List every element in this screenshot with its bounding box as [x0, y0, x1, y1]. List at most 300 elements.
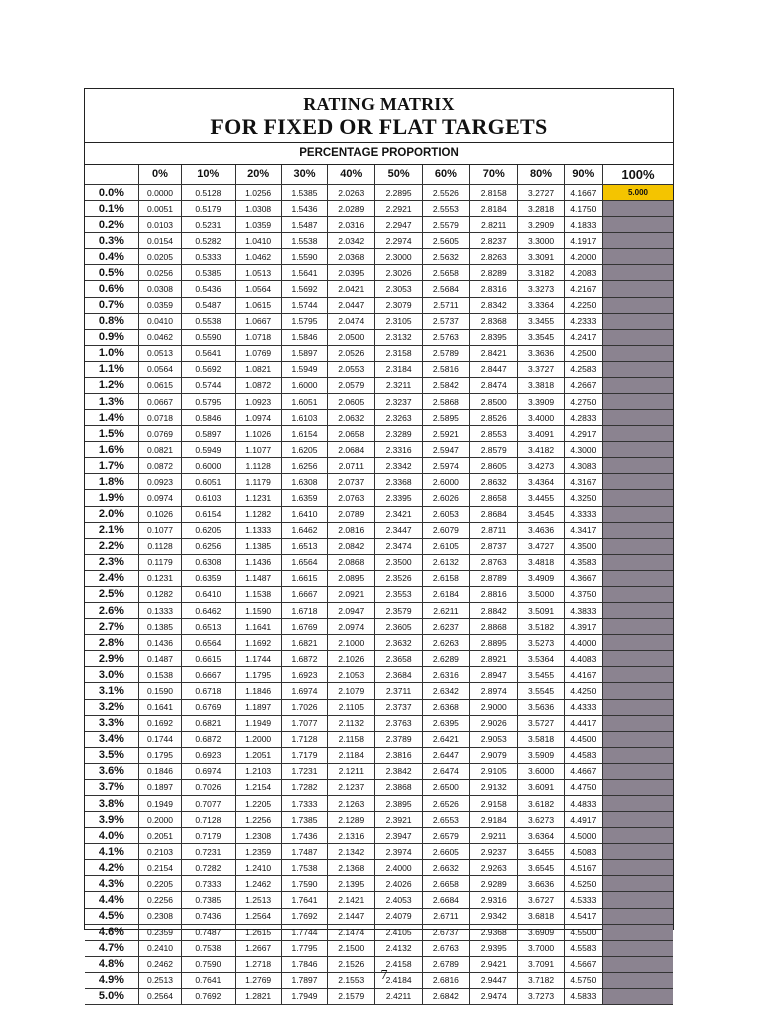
rating-matrix-body: [85, 185, 673, 1005]
matrix-cell: 2.0842: [328, 538, 375, 554]
matrix-cell: 2.5526: [422, 185, 469, 201]
row-label: 1.1%: [85, 361, 138, 377]
matrix-cell: 3.2818: [518, 201, 564, 217]
matrix-cell: [602, 763, 673, 779]
matrix-cell: 2.3842: [375, 763, 422, 779]
matrix-cell: 2.1500: [328, 940, 375, 956]
matrix-cell: 0.6769: [182, 699, 235, 715]
matrix-cell: 4.4833: [564, 795, 602, 811]
matrix-cell: 2.9079: [470, 747, 518, 763]
matrix-cell: 2.3553: [375, 586, 422, 602]
matrix-cell: 3.3182: [518, 265, 564, 281]
matrix-cell: 4.2333: [564, 313, 602, 329]
matrix-cell: 2.6132: [422, 554, 469, 570]
matrix-cell: 1.0462: [235, 249, 281, 265]
matrix-cell: 2.4105: [375, 924, 422, 940]
matrix-cell: 2.1526: [328, 956, 375, 972]
matrix-cell: 4.4667: [564, 763, 602, 779]
matrix-cell: 0.5487: [182, 297, 235, 313]
matrix-cell: 1.0513: [235, 265, 281, 281]
matrix-cell: [602, 201, 673, 217]
row-label: 2.2%: [85, 538, 138, 554]
title-line-1: RATING MATRIX: [303, 94, 455, 114]
matrix-cell: 1.2769: [235, 972, 281, 988]
rating-matrix-frame: [84, 88, 674, 1003]
matrix-cell: [602, 876, 673, 892]
matrix-cell: 2.1395: [328, 876, 375, 892]
matrix-cell: 1.7026: [281, 699, 327, 715]
row-label: 1.4%: [85, 410, 138, 426]
matrix-cell: 2.8947: [470, 667, 518, 683]
matrix-cell: 1.1692: [235, 635, 281, 651]
percentage-proportion-header: PERCENTAGE PROPORTION: [85, 143, 673, 165]
matrix-cell: 2.3711: [375, 683, 422, 699]
matrix-cell: 1.6359: [281, 490, 327, 506]
matrix-cell: 4.4083: [564, 651, 602, 667]
matrix-cell: 2.0421: [328, 281, 375, 297]
matrix-cell: 0.5538: [182, 313, 235, 329]
matrix-cell: 4.1667: [564, 185, 602, 201]
table-row: [85, 233, 673, 249]
table-row: [85, 860, 673, 876]
row-label: 4.9%: [85, 972, 138, 988]
matrix-cell: 3.4182: [518, 442, 564, 458]
matrix-cell: 4.2000: [564, 249, 602, 265]
matrix-cell: 0.7436: [182, 908, 235, 924]
matrix-cell: [602, 747, 673, 763]
matrix-cell: 2.8632: [470, 474, 518, 490]
matrix-cell: 3.5273: [518, 635, 564, 651]
matrix-cell: 4.4750: [564, 779, 602, 795]
row-label: 4.5%: [85, 908, 138, 924]
matrix-cell: 3.2909: [518, 217, 564, 233]
row-label: 3.9%: [85, 812, 138, 828]
table-row: [85, 747, 673, 763]
matrix-cell: 1.5795: [281, 313, 327, 329]
matrix-cell: 2.6789: [422, 956, 469, 972]
matrix-cell: 0.2000: [138, 812, 181, 828]
matrix-cell: 1.5949: [281, 361, 327, 377]
matrix-cell: 2.6237: [422, 619, 469, 635]
column-header: 100%: [602, 165, 673, 185]
matrix-cell: 2.3342: [375, 458, 422, 474]
matrix-cell: 2.3737: [375, 699, 422, 715]
matrix-cell: 2.3816: [375, 747, 422, 763]
matrix-cell: 4.5500: [564, 924, 602, 940]
matrix-cell: 1.1077: [235, 442, 281, 458]
matrix-cell: 4.2250: [564, 297, 602, 313]
matrix-cell: 0.1949: [138, 795, 181, 811]
matrix-cell: 0.7128: [182, 812, 235, 828]
row-label: 1.7%: [85, 458, 138, 474]
matrix-cell: 1.1538: [235, 586, 281, 602]
matrix-cell: 2.5947: [422, 442, 469, 458]
matrix-cell: 2.2947: [375, 217, 422, 233]
matrix-cell: 0.0667: [138, 394, 181, 410]
matrix-cell: 2.1211: [328, 763, 375, 779]
matrix-cell: [602, 217, 673, 233]
matrix-cell: 2.1237: [328, 779, 375, 795]
matrix-cell: 2.9474: [470, 988, 518, 1004]
row-label: 3.8%: [85, 795, 138, 811]
matrix-cell: [602, 233, 673, 249]
matrix-cell: 2.9000: [470, 699, 518, 715]
rating-matrix-table: [85, 165, 673, 1005]
matrix-cell: 3.4091: [518, 426, 564, 442]
matrix-cell: 4.4417: [564, 715, 602, 731]
matrix-cell: 2.3921: [375, 812, 422, 828]
matrix-cell: 3.4636: [518, 522, 564, 538]
matrix-cell: 1.6308: [281, 474, 327, 490]
matrix-cell: 1.1846: [235, 683, 281, 699]
matrix-cell: 2.3579: [375, 603, 422, 619]
matrix-cell: 2.8816: [470, 586, 518, 602]
row-label: 0.0%: [85, 185, 138, 201]
column-header: 10%: [182, 165, 235, 185]
table-row: [85, 313, 673, 329]
matrix-cell: 0.5846: [182, 410, 235, 426]
matrix-cell: 4.2167: [564, 281, 602, 297]
matrix-cell: 4.4000: [564, 635, 602, 651]
row-label: 0.7%: [85, 297, 138, 313]
row-label: 0.5%: [85, 265, 138, 281]
matrix-cell: 4.3333: [564, 506, 602, 522]
matrix-cell: 2.4053: [375, 892, 422, 908]
matrix-cell: 0.6308: [182, 554, 235, 570]
table-row: [85, 731, 673, 747]
matrix-cell: 2.1368: [328, 860, 375, 876]
matrix-cell: [602, 699, 673, 715]
matrix-cell: 0.6359: [182, 570, 235, 586]
matrix-cell: 0.5128: [182, 185, 235, 201]
matrix-cell: 2.6579: [422, 828, 469, 844]
matrix-cell: 2.6711: [422, 908, 469, 924]
matrix-cell: 2.6684: [422, 892, 469, 908]
matrix-cell: 2.0526: [328, 345, 375, 361]
matrix-cell: 2.9053: [470, 731, 518, 747]
matrix-cell: 1.6872: [281, 651, 327, 667]
matrix-cell: 2.5711: [422, 297, 469, 313]
matrix-cell: 1.1897: [235, 699, 281, 715]
matrix-cell: 1.1744: [235, 651, 281, 667]
row-label: 1.5%: [85, 426, 138, 442]
matrix-cell: 1.0769: [235, 345, 281, 361]
matrix-cell: 0.7333: [182, 876, 235, 892]
matrix-cell: [602, 394, 673, 410]
table-row: [85, 779, 673, 795]
matrix-cell: 0.6667: [182, 667, 235, 683]
matrix-cell: 1.7795: [281, 940, 327, 956]
table-row: [85, 554, 673, 570]
row-label: 1.2%: [85, 377, 138, 393]
matrix-cell: 2.0737: [328, 474, 375, 490]
matrix-cell: 1.1179: [235, 474, 281, 490]
matrix-cell: 2.1105: [328, 699, 375, 715]
matrix-cell: 1.1231: [235, 490, 281, 506]
matrix-cell: 3.3273: [518, 281, 564, 297]
matrix-cell: 0.6615: [182, 651, 235, 667]
matrix-cell: 2.5895: [422, 410, 469, 426]
matrix-cell: 2.3053: [375, 281, 422, 297]
matrix-cell: 0.5641: [182, 345, 235, 361]
matrix-cell: 1.2359: [235, 844, 281, 860]
row-label: 0.9%: [85, 329, 138, 345]
matrix-cell: 2.5816: [422, 361, 469, 377]
matrix-cell: 1.6103: [281, 410, 327, 426]
matrix-cell: 2.3974: [375, 844, 422, 860]
matrix-cell: 3.3545: [518, 329, 564, 345]
row-label: 1.8%: [85, 474, 138, 490]
matrix-cell: 1.6205: [281, 442, 327, 458]
matrix-cell: 2.6158: [422, 570, 469, 586]
row-label: 1.3%: [85, 394, 138, 410]
matrix-cell: 0.1692: [138, 715, 181, 731]
matrix-cell: 1.6769: [281, 619, 327, 635]
matrix-cell: 2.6316: [422, 667, 469, 683]
page-number: 7: [380, 968, 388, 983]
matrix-cell: 2.2974: [375, 233, 422, 249]
matrix-cell: 2.6105: [422, 538, 469, 554]
matrix-cell: 0.6821: [182, 715, 235, 731]
matrix-cell: 4.5250: [564, 876, 602, 892]
row-label: 2.8%: [85, 635, 138, 651]
matrix-cell: 0.1641: [138, 699, 181, 715]
matrix-cell: 0.1487: [138, 651, 181, 667]
matrix-cell: 3.5455: [518, 667, 564, 683]
matrix-cell: 2.0579: [328, 377, 375, 393]
table-row: [85, 570, 673, 586]
matrix-cell: 2.0500: [328, 329, 375, 345]
matrix-cell: 4.4583: [564, 747, 602, 763]
matrix-cell: [602, 860, 673, 876]
matrix-cell: [602, 795, 673, 811]
matrix-cell: 2.9368: [470, 924, 518, 940]
matrix-cell: [602, 377, 673, 393]
matrix-cell: 3.4727: [518, 538, 564, 554]
matrix-cell: 2.5737: [422, 313, 469, 329]
matrix-cell: 2.3000: [375, 249, 422, 265]
row-label: 0.4%: [85, 249, 138, 265]
row-label: 2.5%: [85, 586, 138, 602]
matrix-cell: 4.3083: [564, 458, 602, 474]
matrix-cell: 2.5632: [422, 249, 469, 265]
matrix-cell: 0.0769: [138, 426, 181, 442]
matrix-cell: 3.6091: [518, 779, 564, 795]
matrix-cell: 1.5744: [281, 297, 327, 313]
matrix-cell: 0.5795: [182, 394, 235, 410]
matrix-cell: 2.8158: [470, 185, 518, 201]
matrix-cell: 0.0462: [138, 329, 181, 345]
matrix-cell: 2.8974: [470, 683, 518, 699]
table-row: [85, 522, 673, 538]
matrix-cell: 1.5897: [281, 345, 327, 361]
matrix-cell: 0.5590: [182, 329, 235, 345]
column-header: 40%: [328, 165, 375, 185]
matrix-cell: 1.2718: [235, 956, 281, 972]
matrix-cell: 2.6368: [422, 699, 469, 715]
matrix-cell: 2.3474: [375, 538, 422, 554]
column-header: 20%: [235, 165, 281, 185]
matrix-cell: 2.3237: [375, 394, 422, 410]
matrix-cell: 2.5868: [422, 394, 469, 410]
matrix-cell: 0.1436: [138, 635, 181, 651]
matrix-cell: 1.7385: [281, 812, 327, 828]
matrix-cell: 3.3455: [518, 313, 564, 329]
matrix-cell: 2.8789: [470, 570, 518, 586]
matrix-cell: 2.0316: [328, 217, 375, 233]
matrix-cell: 0.6103: [182, 490, 235, 506]
row-label: 2.0%: [85, 506, 138, 522]
matrix-cell: [602, 361, 673, 377]
matrix-cell: 1.6615: [281, 570, 327, 586]
matrix-cell: 2.1421: [328, 892, 375, 908]
matrix-cell: 2.3947: [375, 828, 422, 844]
matrix-cell: 2.8868: [470, 619, 518, 635]
matrix-cell: [602, 410, 673, 426]
matrix-cell: 0.6410: [182, 586, 235, 602]
matrix-cell: 1.1128: [235, 458, 281, 474]
matrix-cell: 5.000: [602, 185, 673, 201]
matrix-cell: 1.2462: [235, 876, 281, 892]
row-label: 2.1%: [85, 522, 138, 538]
row-label: 3.3%: [85, 715, 138, 731]
matrix-cell: 1.2051: [235, 747, 281, 763]
matrix-cell: 2.0947: [328, 603, 375, 619]
matrix-cell: 3.6000: [518, 763, 564, 779]
title-block: [85, 89, 673, 143]
matrix-cell: [602, 651, 673, 667]
matrix-cell: 1.7949: [281, 988, 327, 1004]
matrix-cell: 0.1231: [138, 570, 181, 586]
matrix-cell: 1.5641: [281, 265, 327, 281]
matrix-cell: 2.4079: [375, 908, 422, 924]
table-row: [85, 281, 673, 297]
matrix-cell: 0.6872: [182, 731, 235, 747]
matrix-cell: 0.0872: [138, 458, 181, 474]
matrix-cell: 0.1744: [138, 731, 181, 747]
table-row: [85, 586, 673, 602]
matrix-cell: 0.1590: [138, 683, 181, 699]
matrix-cell: 2.2895: [375, 185, 422, 201]
table-row: [85, 715, 673, 731]
matrix-cell: 1.5487: [281, 217, 327, 233]
matrix-cell: 0.5282: [182, 233, 235, 249]
matrix-cell: 2.0447: [328, 297, 375, 313]
matrix-cell: 2.9184: [470, 812, 518, 828]
matrix-cell: 1.7282: [281, 779, 327, 795]
matrix-cell: 2.1079: [328, 683, 375, 699]
matrix-cell: 3.5818: [518, 731, 564, 747]
row-label: 3.0%: [85, 667, 138, 683]
matrix-cell: 3.7091: [518, 956, 564, 972]
matrix-cell: 2.3500: [375, 554, 422, 570]
matrix-cell: 4.3833: [564, 603, 602, 619]
matrix-cell: 2.1342: [328, 844, 375, 860]
column-header-row: [85, 165, 673, 185]
matrix-cell: 2.3447: [375, 522, 422, 538]
matrix-cell: 2.3868: [375, 779, 422, 795]
column-header: 0%: [138, 165, 181, 185]
matrix-cell: 2.8605: [470, 458, 518, 474]
matrix-cell: 0.1077: [138, 522, 181, 538]
table-row: [85, 940, 673, 956]
matrix-cell: 2.6000: [422, 474, 469, 490]
matrix-cell: 1.5385: [281, 185, 327, 201]
column-header: 30%: [281, 165, 327, 185]
matrix-cell: 0.7231: [182, 844, 235, 860]
matrix-cell: 4.5750: [564, 972, 602, 988]
matrix-cell: [602, 667, 673, 683]
table-row: [85, 361, 673, 377]
matrix-cell: 4.2917: [564, 426, 602, 442]
matrix-cell: 2.6816: [422, 972, 469, 988]
matrix-cell: 0.0051: [138, 201, 181, 217]
matrix-cell: 1.2564: [235, 908, 281, 924]
matrix-cell: 0.7026: [182, 779, 235, 795]
matrix-cell: 2.5789: [422, 345, 469, 361]
matrix-cell: 2.4026: [375, 876, 422, 892]
column-header: 50%: [375, 165, 422, 185]
matrix-cell: [602, 603, 673, 619]
matrix-cell: [602, 490, 673, 506]
matrix-cell: 4.4917: [564, 812, 602, 828]
table-row: [85, 345, 673, 361]
matrix-cell: 0.0308: [138, 281, 181, 297]
matrix-cell: 2.3316: [375, 442, 422, 458]
table-row: [85, 201, 673, 217]
matrix-cell: 0.6513: [182, 619, 235, 635]
matrix-cell: 2.2921: [375, 201, 422, 217]
matrix-cell: 3.6727: [518, 892, 564, 908]
matrix-cell: [602, 458, 673, 474]
matrix-cell: 0.0974: [138, 490, 181, 506]
matrix-cell: 3.5000: [518, 586, 564, 602]
matrix-cell: [602, 892, 673, 908]
matrix-cell: 0.5333: [182, 249, 235, 265]
matrix-cell: 1.2513: [235, 892, 281, 908]
matrix-cell: 1.2154: [235, 779, 281, 795]
column-header: 60%: [422, 165, 469, 185]
matrix-cell: 1.6462: [281, 522, 327, 538]
matrix-cell: 2.8895: [470, 635, 518, 651]
matrix-cell: 2.3895: [375, 795, 422, 811]
matrix-cell: 0.7385: [182, 892, 235, 908]
matrix-cell: 0.0615: [138, 377, 181, 393]
row-label: 2.7%: [85, 619, 138, 635]
matrix-cell: 2.5553: [422, 201, 469, 217]
matrix-cell: 1.6513: [281, 538, 327, 554]
matrix-cell: 1.6410: [281, 506, 327, 522]
matrix-cell: 3.6545: [518, 860, 564, 876]
matrix-cell: 0.0513: [138, 345, 181, 361]
matrix-cell: 1.6564: [281, 554, 327, 570]
matrix-cell: 0.5692: [182, 361, 235, 377]
matrix-cell: 2.8737: [470, 538, 518, 554]
matrix-cell: 0.0154: [138, 233, 181, 249]
matrix-cell: 2.6289: [422, 651, 469, 667]
matrix-cell: [602, 683, 673, 699]
matrix-cell: 4.5167: [564, 860, 602, 876]
table-row: [85, 265, 673, 281]
matrix-cell: 2.9211: [470, 828, 518, 844]
matrix-cell: 0.2462: [138, 956, 181, 972]
matrix-cell: 1.7077: [281, 715, 327, 731]
matrix-cell: 0.7179: [182, 828, 235, 844]
matrix-cell: 3.3091: [518, 249, 564, 265]
matrix-cell: 2.3763: [375, 715, 422, 731]
matrix-cell: 0.6462: [182, 603, 235, 619]
row-label: 3.4%: [85, 731, 138, 747]
